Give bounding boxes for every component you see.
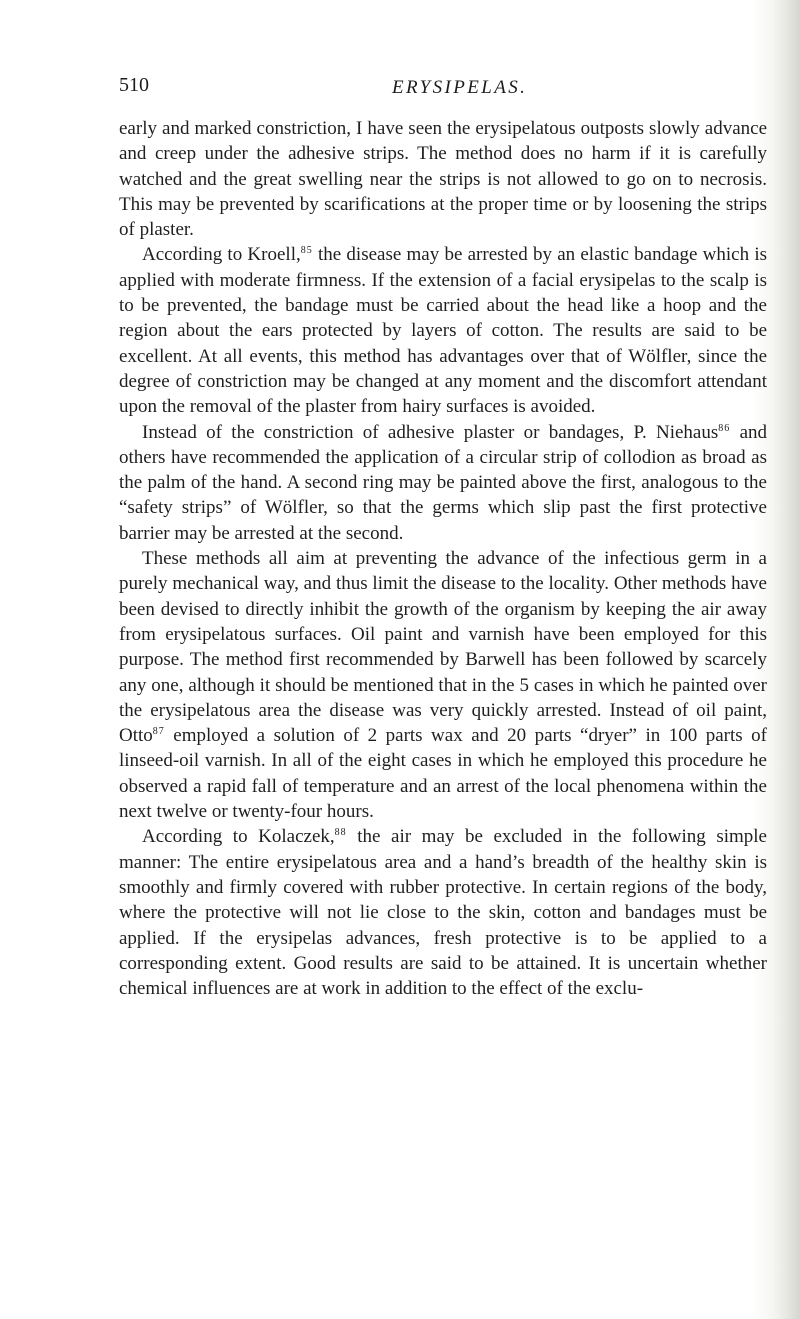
running-head: ERYSIPELAS. [392,77,528,98]
paragraph-text: employed a solution of 2 parts wax and 20 parts “dryer” in 100 parts of linseed-oil varnish. In all of the eight cases in which he employed this procedure he observed a rapid fall of temperature and an arrest of the local phenomena within the next twelve or twenty-four hours. [119,725,767,823]
paragraph-text: These methods all aim at preventing the advance of the infectious germ in a purely mechanical way, and thus limit the disease to the locality. Other methods have been devised to directly inhibit the growth of the organism by keeping the air away from erysipelatous surfaces. Oil paint and varnish have been employed for this purpose. The method first recommended by Barwell has been followed by scarcely any one, although it should be mentioned that in the 5 cases in which he painted over the erysipelatous area the disease was very quickly arrested. Instead of oil paint, Otto [119,548,767,747]
footnote-ref: 87 [152,726,165,738]
paragraph-text: Instead of the constriction of adhesive plaster or bandages, P. Niehaus [142,421,719,443]
paragraph-text: the disease may be arrested by an elastic bandage which is applied with moderate firmness. If the extension of a facial erysipelas to the scalp is to be prevented, the bandage must be carried about the head like a hoop and the region about the ears protected by layers of cotton. The results are said to be excellent. At all events, this method has advantages over that of Wölfler, since the degree of constriction may be changed at any moment and the discomfort attendant upon the removal of the plaster from hairy surfaces is avoided. [119,244,768,418]
paragraph-2 [119,242,767,419]
paragraph-4 [119,546,767,824]
page-header [0,74,800,104]
paragraph-text: According to Kolaczek, [142,826,335,848]
page-number: 510 [119,74,149,96]
footnote-ref: 88 [334,827,347,839]
paragraph-text: early and marked constriction, I have seen the erysipelatous outposts slowly advance and creep under the adhesive strips. The method does no harm if it is carefully watched and the great swelling near the strips is not allowed to go on to necrosis. This may be prevented by scarifications at the proper time or by loosening the strips of plaster. [119,118,767,241]
body-text [119,116,767,1001]
paragraph-5 [119,824,767,1001]
paragraph-text: the air may be excluded in the following simple manner: The entire erysipelatous area and a hand’s breadth of the healthy skin is smoothly and firmly covered with rubber protective. In certain regions of the body, where the protective will not lie close to the skin, cotton and bandages must be applied. If the erysipelas advances, fresh protective is to be applied to a corresponding extent. Good results are said to be attained. It is uncertain whether chemical influences are at work in addition to the effect of the exclu- [119,826,767,1000]
paragraph-1 [119,116,767,242]
paragraph-text: and others have recommended the application of a circular strip of collodion as broad as the palm of the hand. A second ring may be painted above the first, analogous to the “safety strips” of Wölfler, so that the germs which slip past the first protective barrier may be arrested at the second. [119,421,767,544]
paragraph-3 [119,420,767,546]
footnote-ref: 85 [300,245,313,257]
paragraph-text: According to Kroell, [142,244,301,266]
footnote-ref: 86 [718,422,731,434]
